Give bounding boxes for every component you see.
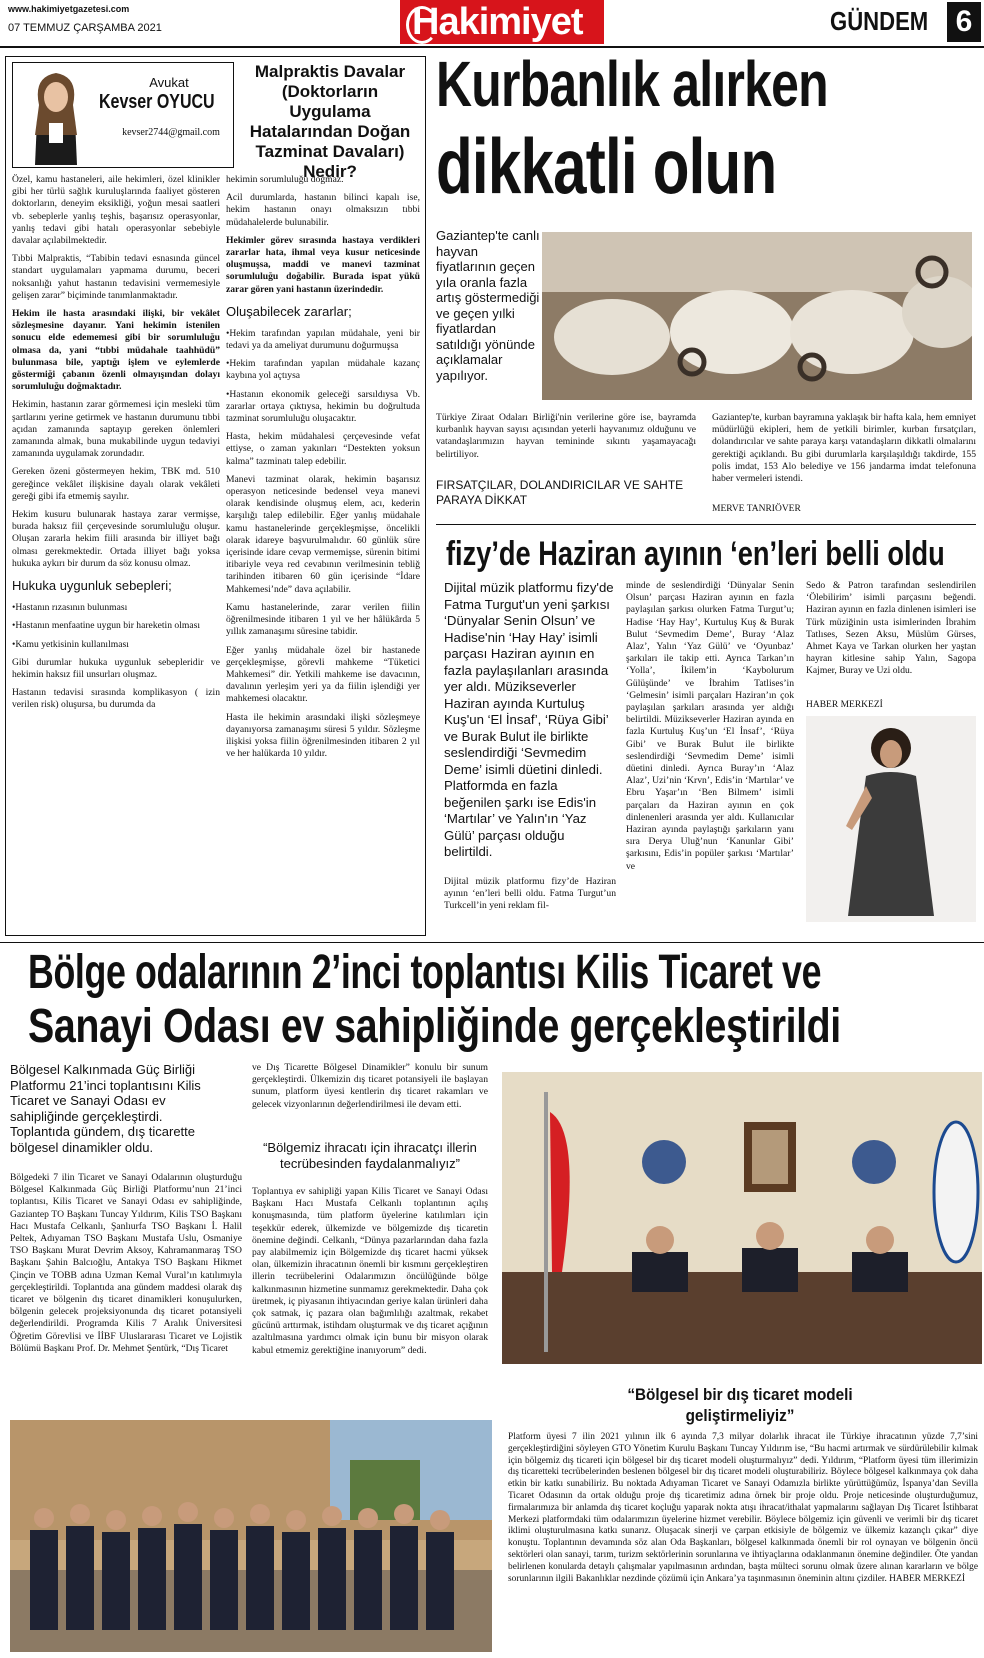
paragraph: Gereken özeni göstermeyen hekim, TBK md. 510 gereğince vekâlet ilişkisine dayalı olarak vekâleti gereği gibi ifa etmemiş sayılır. (12, 466, 220, 502)
sheep-icon (542, 232, 972, 400)
section-rule (436, 524, 976, 525)
paragraph: •Hekim tarafından yapılan müdahale kazanç kaybına yol açtıysa (226, 358, 420, 382)
fizy-body-col3: Sedo & Patron tarafından seslendirilen ‘Ölebilirim’ isimli parçasını beğendi. Haziran ayının en fazla dinlenen isimleri ise Türk müziğinin usta isimlerinden İbrahim Tatlıses, Sezen Aksu, Müslüm Gürses, Ahmet Kaya ve Tarkan olurken her yaştan hayran kitlesine sahip Yalın, Sagopa Kajmer, Buray ve Uzi oldu. (806, 580, 976, 677)
paragraph: Hasta ile hekimin arasındaki ilişki sözleşmeye dayanıyorsa zamanaşımı süresi 5 yıldır. Sözleşme ilişkisi yoksa fiilin öğrenilmesinden itibaren 2 yıl ve her halükarda 10 yıldır. (226, 711, 420, 760)
fizy-body-col1: Dijital müzik platformu fizy’de Haziran ayının ‘en’leri belli oldu. Fatma Turgut’un Turkcell’in yeni reklam fil- (444, 876, 616, 912)
group-people-icon (10, 1420, 492, 1652)
kilis-quote1: “Bölgemiz ihracatı için ihracatçı illerin tecrübesinden faydalanmalıyız” (263, 1140, 477, 1171)
group-photo (10, 1420, 492, 1652)
column-text-col1 (12, 174, 220, 718)
paragraph: •Hastanın menfaatine uygun bir hareketin olması (12, 620, 200, 632)
kurban-headline-line1: Kurbanlık alırken (436, 48, 828, 120)
author-portrait-icon (19, 65, 93, 165)
kilis-body-col2a: ve Dış Ticarette Bölgesel Dinamikler” konulu bir sunum gerçekleştirdi. Ülkemizin dış ticaret potansiyeli ile başlayan sunum, platform üyesi kentlerin dış ticaret rakamları ve gelecek vizyonlarının değerlendirilmesi ile devam etti. (252, 1062, 488, 1110)
kilis-quote2: “Bölgesel bir dış ticaret modeli geliştirmeliyiz” (627, 1385, 853, 1425)
paragraph: Hekim kusuru bulunarak hastaya zarar vermişse, burada haksız fiil çerçevesinde sorumluluğu oluşur. Oluşan zararla hekim fiili arasında bir illiyet bağı olması gerekmektedir. Ortada illiyet bağı yoksa hukuka aykırı bir durum da söz konusu olmaz. (12, 509, 220, 569)
page-number-box (947, 2, 981, 42)
paragraph: Özel, kamu hastaneleri, aile hekimleri, özel klinikler gibi her türlü sağlık kuruluşlarında faaliyet gösteren doktorların, deneyim eksikliği, yoğun mesai saatleri vb. sebeplerle yanlış teşhis, başarısız operasyonlar, yanlış tedavi gibi hatalı operasyonlar sebebiyle davalar açılabilmektedir. (12, 174, 220, 247)
kilis-body-col3-text: Platform üyesi 7 ilin 2021 yılının ilk 6 ayında 7,3 milyar dolarlık ihracat ile Türkiye ihracatının yüzde 7,7’sini gerçekleştirdiğini söyleyen GTO Yönetim Kurulu Başkanı Tuncay Yıldırım ise, “Bu hacmi artırmak ve sürdürülebilir kılmak için bölgemiz dış ticareti için bölgesel bir dış ticaret modeli oluşturmalıyız” dedi. Yıldırım, “Platform üyesi tüm illerimizin dış ticaretteki tecrübelerinden beslenen bölgesel bir dış ticaret modeli oluşturabiliriz. Böylece bölgesel kalkınmaya çok daha etkin bir katkı sunabiliriz. Bu noktada Adıyaman Ticaret ve Sanayi Odamızla birlikte yürüttüğümüz, İspanya’dan Sevilla Ticaret Odasının da ortak olduğu proje dış ticaretimiz adına örnek bir proje oldu. Proje neticesinde oluşturduğumuz, firmalarımıza bir anlamda dış ticaret koçluğu yaparak nokta atışı ihracat/ithalat yapmalarını sağlayan Dış Ticaret İstihbarat Merkezi platformdaki tüm odalarımızın üyelerine hizmet verebilir. Böylece bölgemiz için güvenli ve verimli bir dış ticaret iklimi oluşturulmasına katkı sunarız. Oluşacak sinerji ve çarpan etkisiyle de bölgemiz ve ülkemiz kazançlı çıkar” diye konuştu. Toplantının devamında söz alan Oda Başkanları, bölgesel kalkınmada önemli bir rol oynayan ve bölgenin öncü sektörleri olan sanayi, tarım, turizm sektörlerinin sorunlarına ve ihtiyaçlarına odaklanmanın önemine değindiler. Öte yandan belirlenen konularda detaylı çalışmalar yapılmasının ardından, başta mülteci sorunu olmak üzere alınan kararların ve bölge sorunlarının ilgili Bakanlıklar nezdinde çözümü için Ankara’ya taşınmasının öneminin altını çizdiler. (508, 1432, 978, 1584)
kilis-body-col2b: Toplantıya ev sahipliği yapan Kilis Ticaret ve Sanayi Odası Başkanı Hacı Mustafa Celkanlı toplantının açılış konuşmasında, tüm platform üyelerine katılımları için teşekkür ederek, ülkemizde ve bölgemizde dış ticaretin önemine değindi. Celkanlı, “Dünya pazarlarından daha fazla pay alabilmemiz için Bölgemizde dış ticaret hacmi yüksek olan, ülkemizin ihracatının önemli bir kısmını gerçekleştiren illerin tecrübelerini Odalarımızın öncülüğünde bölge kalkınmasının hizmetine sunmamız gerekmektedir. Daha çok üretmek, iç piyasanın ihtiyacından geriye kalan ürünleri daha çok satmak, iç pazara olan bağımlılığı azaltmak, rekabet gücünü arttırmak, istihdam oluşturmak ve dış ticaret açığının azaltılmasına yardımcı olmak için bunu bir misyon olarak kabul etmemiz gerektiğine inanıyorum” dedi. (252, 1186, 488, 1356)
author-title: Avukat (149, 75, 189, 90)
masthead-logo (400, 0, 604, 44)
page-number: 6 (955, 5, 973, 38)
kurban-body-left: Türkiye Ziraat Odaları Birliği'nin verilerine göre ise, bayramda kurbanlık hayvan sayısı açısından yeterli hayvanımız olduğunu ve vatandaşlarımızın hayvan temininde sıkıntı yaşamayacağı belirtiliyor. (436, 412, 696, 460)
paragraph: •Kamu yetkisinin kullanılması (12, 638, 129, 650)
kurban-body-right: Gaziantep'te, kurban bayramına yaklaşık bir hafta kala, hem emniyet müdürlüğü ekipleri, hem de yetkili birimler, kurban fırsatçıları, dolandırıcılar ve sahte paraya karşı vatandaşların dikkatli olmalarını gerektiği açıklandı. Bu gibi durumlarla karşılaşıldığı takdirde, 155 polis imdat, 153 Alo belediye ve 156 jandarma imdat telefonuna haber vermeleri istendi. (712, 412, 976, 485)
column-headline: Malpraktis Davalar (Doktorların Uygulama Hatalarından Doğan Tazminat Davaları) Nedir? (249, 62, 411, 181)
kurban-byline: MERVE TANRIÖVER (712, 504, 801, 514)
kurban-lead: Gaziantep'te canlı hayvan fiyatlarının geçen yıla oranla fazla artış göstermediği ve geçen yılki fiyatlardan satıldığı yönünde açıklamalar yapılıyor. (436, 228, 540, 383)
author-box (12, 62, 234, 168)
meeting-icon (502, 1072, 982, 1364)
fizy-headline: fizy’de Haziran ayının ‘en’leri belli oldu (446, 535, 945, 573)
paragraph: Gibi durumlar hukuka uygunluk sebepleridir ve hekimin haksız fiil unsurları oluşmaz. (12, 656, 220, 680)
paragraph: •Hekim tarafından yapılan müdahale, yeni bir tedavi ya da ameliyat durumunu doğurmuşsa (226, 327, 420, 352)
subhead: Oluşabilecek zararlar; (226, 303, 352, 319)
paragraph: Hekim ile hasta arasındaki ilişki, bir vekâlet sözleşmesine dayanır. Yani hekimin istenilen sonucu elde edememesi gibi bir sorumluluğu olmasa da, yani “tıbbi müdahale taahhüdü” bulunmasa bile, yaptığı işlem ve eylemlerde göstermiği çabanın özenli olmayışından dolayı sorumluluğu doğmaktadır. (12, 308, 220, 393)
meeting-photo (502, 1072, 982, 1364)
paragraph: Hastanın tedavisi sırasında komplikasyon ( izin verilen risk) oluşursa, bu durumda da (12, 687, 220, 711)
fizy-lead: Dijital müzik platformu fizy'de Fatma Turgut'un yeni şarkısı ‘Dünyalar Senin Olsun’ ve Hadise'nin ‘Hay Hay’ isimli parçası Haziran ayının en fazla paylaşılanları arasında yer aldı. Müzikseverler Haziran ayında Kurtuluş Kuş'un ‘El İnsaf’, ‘Rüya Gibi’ ve Burak Bulut ile birlikte seslendirdiği ‘Sevmedim Deme’ isimli düetini dinledi. Platformda en fazla beğenilen şarkı ise Edis'in ‘Martılar’ ve Yalın'ın ‘Yaz Gülü’ parçası olduğu belirtildi. (444, 580, 614, 859)
paragraph: Hasta, hekim müdahalesi çerçevesinde vefat ettiyse, o zaman yakınları “Destekten yoksun kalma” tazminatı talep edebilir. (226, 431, 420, 467)
singer-portrait-icon (806, 716, 976, 922)
kilis-headline-line2: Sanayi Odası ev sahipliğinde gerçekleştirildi (28, 1000, 841, 1053)
author-email: kevser2744@gmail.com (122, 127, 220, 138)
paragraph: •Hastanın ekonomik geleceği sarsıldıysa Vb. zararlar ortaya çıktıysa, hekimin bu doğrultuda tazminat sorumluluğu oluşacaktır. (226, 388, 420, 425)
paragraph: •Hastanın rızasının bulunması (12, 602, 128, 614)
paragraph: Hekimler görev sırasında hastaya verdikleri zararlar hata, ihmal veya kusur neticesinde oluşmuşsa, maddi ve manevi tazminat sorumluluğu doğabilir. Burada ispat yükü zarar gören yani hastanın üzerindedir. (226, 234, 420, 295)
section-label: GÜNDEM (830, 6, 929, 36)
kurban-subhead: FIRSATÇILAR, DOLANDIRICILAR VE SAHTE PARAYA DİKKAT (436, 478, 684, 507)
paragraph: Kamu hastanelerinde, zarar verilen fiilin öğrenilmesinde itibaren 1 yıl ve her hâlükârda 5 yıllık zamanaşımı süresine tabidir. (226, 601, 420, 638)
issue-date: 07 TEMMUZ ÇARŞAMBA 2021 (8, 22, 162, 34)
kilis-body-col3 (508, 1432, 978, 1585)
kilis-body-col1: Bölgedeki 7 ilin Ticaret ve Sanayi Odalarının oluşturduğu Bölgesel Kalkınmada Güç Birliği Platformu’nun 21’inci toplantısı, Kilis Ticaret ve Sanayi Odası ev sahipliğinde, Gaziantep TO Başkanı Tuncay Yıldırım, Kilis TSO Başkanı Hacı Mustafa Celkanlı, Şanlıurfa TSO Başkanı İ. Halil Peltek, Adıyaman TSO Başkanı Mustafa Uslu, Osmaniye TSO Başkanı Murat Devrim Aksoy, Kahramanmaraş TSO Başkanı Şahin Balcıoğlu, Antakya TSO Başkanı Hikmet Çinçin ve TOBB adına Uzman Kemal Vural’ın katılımıyla gerçekleştirildi. Toplantıda ana gündem maddesi olarak dış ticaret ve bölgenin dış ticaret dinamikleri konuşulurken, bölgenin gelecek projeksiyonunda dış ticaret potansiyeli değerlendirildi. Programda Kilis 7 Aralık Üniversitesi Öğretim Görevlisi ve İİBF Uluslararası Ticaret ve Lojistik Bölümü Başkanı Prof. Dr. Mehmet Şentürk, “Dış Ticaret (10, 1172, 242, 1354)
paragraph: Acil durumlarda, hastanın bilinci kapalı ise, hekim hastanın onayı olmaksızın tıbbi müdahalelerde bulunabilir. (226, 192, 420, 228)
paragraph: Manevi tazminat olarak, hekimin başarısız operasyon neticesinde bedensel veya manevi olarak kendisinde oluşmuş elem, acı, kederin karşılığı talep edilebilir. Eğer yanlış müdahale kamu hastanelerinde gerçekleşmişse, öncelikli olarak idareye başvurulmalıdır. 60 günlük süre içerisinde idare cevap vermemişse, sürenin bitimi itibariyle veya red cevabının verilmesinin tebliğ tarihinden itibaren 60 gün içerisinde “İdare Mahkemesi’nde” dava açılabilir. (226, 473, 420, 595)
author-photo (19, 65, 93, 165)
fizy-body-col2: minde de seslendirdiği ‘Dünyalar Senin Olsun’ parçası Haziran ayının en fazla paylaşılan şarkısı olurken Fatma Turgut’u; Hadise ‘Hay Hay’, Kurtuluş Kuş & Burak Bulut ‘Sevmedim Deme’, Buray ‘Alaz Alaz’, Yalın ‘Yaz Gülü’ ve ‘Oyunbaz’ şarkıları ile takip etti. Ayrıca Tarkan’ın ‘Yolla’, İkilem’in ‘Kaybolurum Gülüşünde’ ve İbrahim Tatlises’in ‘Gelmesin’ isimli parçaları Haziran’ın çok paylaşılan şarkıları arasında yer aldığı belirtildi. Müzikseverler Haziran ayında en fazla Kurtuluş Kuş’un ‘El İnsaf’, ‘Rüya Gibi’ ve Burak Bulut ile birlikte seslendirdiği ‘Sevmedim Deme’ isimli düetini dinledi. Ayrıca Buray’ın ‘Alaz Alaz’, Uzi’nin ‘Krvn’, Edis’in ‘Martılar’ ve Ebru Yaşar’ın ‘Ben Bilmem’ isimli parçaları da Haziran ayının en çok dinlenenleri arasında yer aldı. Kullanıcılar Haziran ayında paylaştığı şarkıların yanı sıra Derya Uluğ’nun ‘Kanunlar Gibi’ şarkısını, Edis’in popüler şarkısı ‘Martılar’ ve (626, 580, 794, 872)
subhead: Hukuka uygunluk sebepleri; (12, 578, 172, 594)
author-name: Kevser OYUCU (99, 91, 215, 113)
kurban-headline-line2: dikkatli olun (436, 122, 777, 210)
sheep-photo (542, 232, 972, 400)
paragraph: Tıbbi Malpraktis, “Tabibin tedavi esnasında güncel standart uygulamaları yapmama durumu, beceri noksanlığı yahut hastanın tedavisini vermemesiyle gelişen zarar” biçiminde tanımlanmaktadır. (12, 253, 220, 301)
paragraph: hekimin sorumluluğu doğmaz. (226, 174, 344, 185)
paragraph: Eğer yanlış müdahale özel bir hastanede gerçekleşmişse, görevli mahkeme “Tüketici Mahkemesi” dir. Yetkili mahkeme ise davacının, davalının yerleşim yeri ya da fiilin işlendiği yer mahkemesi olacaktır. (226, 644, 420, 705)
singer-photo (806, 716, 976, 922)
logo-text: Hakimiyet (412, 1, 583, 43)
website-url: www.hakimiyetgazetesi.com (8, 4, 130, 14)
kilis-lead: Bölgesel Kalkınmada Güç Birliği Platformu 21’inci toplantısını Kilis Ticaret ve Sanayi Odası ev sahipliğinde gerçekleştirdi. Toplantıda gündem, dış ticarette bölgesel dinamikler oldu. (10, 1062, 201, 1155)
column-text-col2 (226, 174, 420, 766)
kilis-headline-line1: Bölge odalarının 2’inci toplantısı Kilis Ticaret ve (28, 946, 822, 999)
paragraph: Hekimin, hastanın zarar görmemesi için mesleki tüm şartlarını yerine getirmek ve hastanın durumunu tıbbi açıdan zamanında saptayıp gereken önlemleri zamanında almak, buna mukabilinde uygun tedaviyi zamanında uygulamak zorundadır. (12, 399, 220, 460)
fizy-byline: HABER MERKEZİ (806, 700, 883, 710)
section-rule (0, 942, 984, 943)
kilis-byline: HABER MERKEZİ (889, 1573, 965, 1584)
